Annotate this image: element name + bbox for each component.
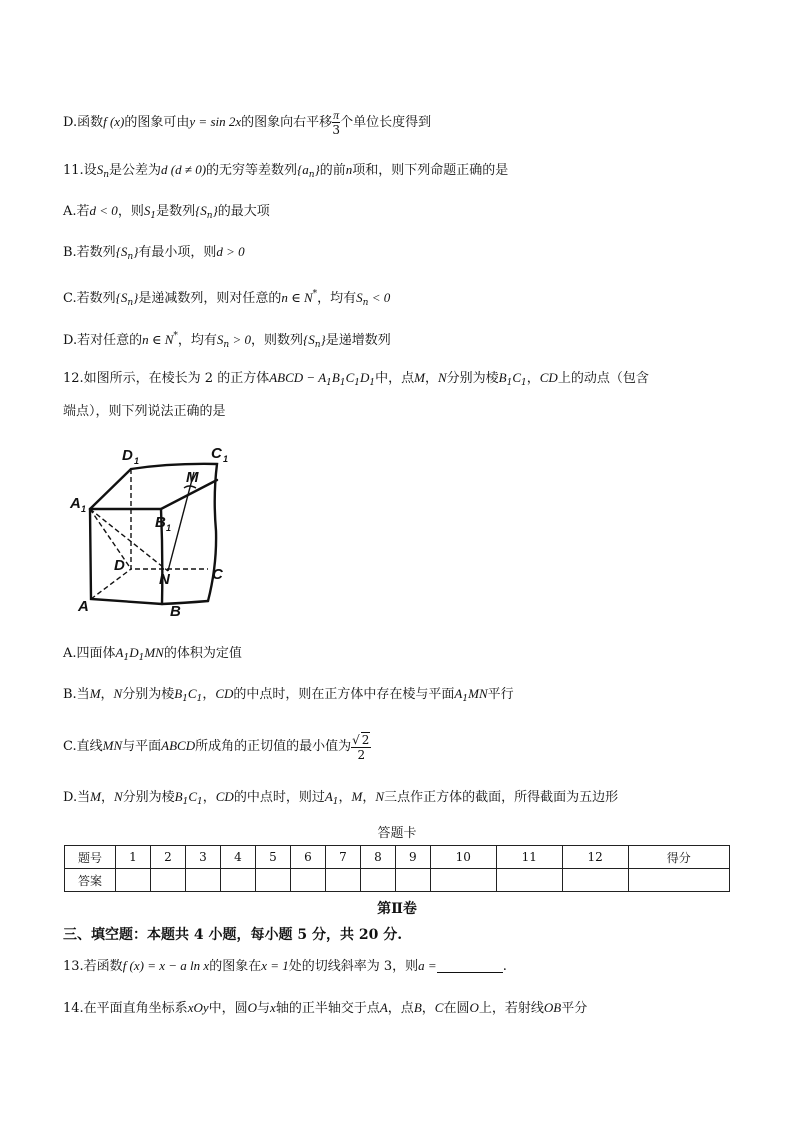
volume-title: 第Ⅱ卷 bbox=[377, 901, 417, 917]
math: C bbox=[345, 370, 355, 385]
q12-stem-line2: 端点），则下列说法正确的是 bbox=[63, 404, 226, 419]
math: S bbox=[143, 203, 151, 218]
text: ，点 bbox=[387, 1001, 414, 1016]
math: M bbox=[351, 789, 363, 804]
math: < 0 bbox=[368, 290, 391, 305]
subscript: n bbox=[127, 298, 134, 308]
q12-option-d bbox=[63, 787, 618, 812]
math: MN bbox=[102, 738, 123, 753]
sqrt-radicand: 2 bbox=[361, 732, 370, 747]
subscript: 1 bbox=[462, 694, 469, 704]
text: 14.在平面直角坐标系 bbox=[63, 1001, 188, 1016]
text: D.若对任意的 bbox=[63, 333, 143, 348]
math: d > 0 bbox=[216, 244, 245, 259]
answer-cell[interactable] bbox=[185, 869, 220, 892]
math: ABCD − A bbox=[269, 370, 327, 385]
q12-option-c bbox=[63, 728, 371, 765]
frac-num: √ 2 bbox=[352, 732, 370, 747]
math: CD bbox=[539, 370, 558, 385]
text: 是公差为 bbox=[108, 163, 161, 178]
math: y = sin 2x bbox=[189, 114, 242, 129]
text: A.若 bbox=[63, 204, 90, 219]
text: 项和，则下列命题正确的是 bbox=[352, 163, 509, 178]
q10-option-d bbox=[63, 108, 431, 137]
question-number: 3 bbox=[185, 846, 220, 869]
text: ， bbox=[202, 687, 216, 702]
answer-cell[interactable] bbox=[395, 869, 430, 892]
text: D.函数 bbox=[63, 115, 104, 130]
frac-num: π bbox=[333, 108, 340, 122]
text: 三点作正方体的截面，所得截面为五边形 bbox=[384, 790, 619, 805]
text: 的中点时，则在正方体中存在棱与平面 bbox=[233, 687, 455, 702]
math: C bbox=[434, 1000, 444, 1015]
text: 上的动点（包含 bbox=[557, 371, 649, 386]
text: 的图象向右平移 bbox=[241, 115, 333, 130]
label-b1: B bbox=[155, 514, 166, 531]
label-sub: 1 bbox=[166, 523, 172, 533]
math: N bbox=[437, 370, 447, 385]
segment-a1d bbox=[90, 509, 131, 569]
text: ， bbox=[421, 1001, 435, 1016]
question-number: 9 bbox=[395, 846, 430, 869]
math: A bbox=[324, 789, 333, 804]
label-sub: 1 bbox=[223, 454, 229, 464]
math: } bbox=[314, 162, 320, 177]
fraction-pi-over-3 bbox=[332, 108, 340, 137]
subscript: 1 bbox=[196, 694, 203, 704]
text: 13.若函数 bbox=[63, 959, 123, 974]
subscript: 1 bbox=[182, 797, 189, 807]
table-row bbox=[65, 846, 730, 869]
text: 所成角的正切值的最小值为 bbox=[195, 739, 352, 754]
math: B bbox=[498, 370, 507, 385]
text: 个单位长度得到 bbox=[340, 115, 432, 130]
math: d (d ≠ 0) bbox=[161, 162, 207, 177]
math: A bbox=[454, 686, 463, 701]
text: 中，点 bbox=[375, 371, 415, 386]
question-number: 12 bbox=[562, 846, 628, 869]
text: B.若数列 bbox=[63, 245, 116, 260]
math: S bbox=[216, 332, 224, 347]
answer-cell[interactable] bbox=[220, 869, 255, 892]
q12-stem-line1 bbox=[63, 368, 649, 393]
superscript: * bbox=[173, 331, 178, 341]
text: 的最大项 bbox=[217, 204, 270, 219]
math: M bbox=[414, 370, 425, 385]
section-heading: 三、填空题：本题共 4 小题，每小题 5 分，共 20 分. bbox=[63, 927, 403, 943]
label-a: A bbox=[78, 598, 89, 615]
answer-cell[interactable] bbox=[116, 869, 151, 892]
math: MN bbox=[468, 686, 488, 701]
text: ，均有 bbox=[317, 291, 357, 306]
text: A.四面体 bbox=[63, 646, 116, 661]
subscript: 1 bbox=[354, 378, 360, 388]
math: S bbox=[96, 162, 104, 177]
text: ， bbox=[526, 371, 540, 386]
text: 平分 bbox=[561, 1001, 588, 1016]
math: f (x) = x − a ln x bbox=[122, 958, 210, 973]
answer-cell[interactable] bbox=[562, 869, 628, 892]
math: D bbox=[129, 645, 139, 660]
row-head-number: 题号 bbox=[65, 846, 116, 869]
text: 的中点时，则过 bbox=[233, 790, 325, 805]
label-b: B bbox=[170, 603, 181, 620]
subscript: 1 bbox=[182, 694, 188, 704]
text: 平行 bbox=[487, 687, 514, 702]
label-d: D bbox=[114, 557, 125, 574]
question-number: 5 bbox=[255, 846, 290, 869]
math: xOy bbox=[187, 1000, 209, 1015]
math: A bbox=[115, 645, 124, 660]
math: C bbox=[188, 789, 197, 804]
subscript: n bbox=[127, 252, 134, 262]
q13 bbox=[63, 956, 507, 977]
answer-cell[interactable] bbox=[150, 869, 185, 892]
math: {S bbox=[195, 203, 207, 218]
text: C.若数列 bbox=[63, 291, 116, 306]
text: 是递减数列，则对任意的 bbox=[138, 291, 282, 306]
subscript: n bbox=[223, 340, 230, 350]
math: } bbox=[133, 290, 139, 305]
segment-mn bbox=[168, 472, 194, 571]
text: ， bbox=[100, 687, 114, 702]
text: 分别为棱 bbox=[122, 687, 175, 702]
math: d < 0 bbox=[89, 203, 118, 218]
text: 有最小项，则 bbox=[138, 245, 217, 260]
subscript: n bbox=[308, 170, 315, 180]
math: {a bbox=[297, 162, 309, 177]
math: O bbox=[469, 1000, 479, 1015]
math: B bbox=[413, 1000, 422, 1015]
text: ， bbox=[362, 790, 376, 805]
math: C bbox=[512, 370, 522, 385]
math: a = bbox=[418, 958, 437, 973]
q11-option-c bbox=[63, 284, 390, 313]
math: CD bbox=[215, 789, 234, 804]
frac-den: 2 bbox=[357, 747, 366, 762]
answer-blank[interactable] bbox=[437, 958, 503, 973]
frac-den: 3 bbox=[332, 123, 340, 137]
math: B bbox=[331, 370, 340, 385]
text: 的图象可由 bbox=[124, 115, 190, 130]
answer-cell[interactable] bbox=[325, 869, 360, 892]
q12-option-b bbox=[63, 684, 514, 709]
text: ， bbox=[202, 790, 216, 805]
subscript: 1 bbox=[326, 378, 332, 388]
text: . bbox=[502, 959, 507, 974]
answer-cell[interactable] bbox=[360, 869, 395, 892]
math: O bbox=[247, 1000, 258, 1015]
question-number: 11 bbox=[496, 846, 562, 869]
math: M bbox=[90, 789, 101, 804]
q11-option-d bbox=[63, 326, 391, 355]
math: CD bbox=[215, 686, 234, 701]
text: ， bbox=[100, 790, 114, 805]
subscript: n bbox=[362, 298, 369, 308]
text: 的体积为定值 bbox=[163, 646, 242, 661]
math: M bbox=[89, 686, 101, 701]
subscript: 1 bbox=[138, 653, 145, 663]
text: ，则 bbox=[117, 204, 144, 219]
question-number: 4 bbox=[220, 846, 255, 869]
answer-cell[interactable] bbox=[430, 869, 496, 892]
math: D bbox=[359, 370, 370, 385]
text: 是递增数列 bbox=[325, 333, 391, 348]
q14 bbox=[63, 998, 587, 1019]
q11-stem bbox=[63, 160, 508, 185]
subscript: 1 bbox=[197, 797, 203, 807]
label-sub: 1 bbox=[134, 456, 140, 466]
text: 与 bbox=[257, 1001, 271, 1016]
math: OB bbox=[543, 1000, 562, 1015]
math: ABCD bbox=[161, 738, 196, 753]
question-number: 2 bbox=[150, 846, 185, 869]
answer-cell[interactable] bbox=[255, 869, 290, 892]
subscript: 1 bbox=[506, 378, 513, 388]
text: 分别为棱 bbox=[122, 790, 175, 805]
text: 分别为棱 bbox=[446, 371, 499, 386]
answer-table bbox=[64, 845, 730, 892]
label-d1: D bbox=[122, 447, 133, 464]
text: 12.如图所示，在棱长为 2 的正方体 bbox=[63, 371, 270, 386]
label-sub: 1 bbox=[81, 504, 87, 514]
row-head-answer: 答案 bbox=[65, 869, 116, 892]
q11-option-a bbox=[63, 201, 270, 226]
q12-option-a bbox=[63, 643, 242, 668]
text: ，均有 bbox=[177, 333, 217, 348]
text: ， bbox=[338, 790, 352, 805]
subscript: 1 bbox=[332, 797, 339, 807]
question-number: 10 bbox=[430, 846, 496, 869]
text: C.直线 bbox=[63, 739, 103, 754]
subscript: 1 bbox=[369, 378, 376, 388]
text: 与平面 bbox=[122, 739, 162, 754]
math: B bbox=[174, 686, 183, 701]
label-c1: C bbox=[211, 445, 222, 462]
text: 处的切线斜率为 3，则 bbox=[288, 959, 419, 974]
math: A bbox=[379, 1000, 388, 1015]
math: > 0 bbox=[229, 332, 251, 347]
fraction-sqrt2-over-2 bbox=[351, 732, 371, 762]
hidden-edge-ad bbox=[91, 569, 131, 599]
math: B bbox=[174, 789, 183, 804]
math: {S bbox=[303, 332, 315, 347]
text: 的前 bbox=[319, 163, 346, 178]
subscript: n bbox=[103, 170, 109, 180]
question-number: 6 bbox=[290, 846, 325, 869]
score-header: 得分 bbox=[628, 846, 729, 869]
q11-option-b bbox=[63, 242, 245, 267]
subscript: n bbox=[314, 340, 321, 350]
question-number: 8 bbox=[360, 846, 395, 869]
math: N bbox=[375, 789, 385, 804]
text: 是数列 bbox=[156, 204, 196, 219]
math: f (x) bbox=[103, 114, 125, 129]
math: n bbox=[345, 162, 353, 177]
math: N bbox=[113, 686, 123, 701]
text: 上，若射线 bbox=[478, 1001, 544, 1016]
math: } bbox=[320, 332, 326, 347]
text: B.当 bbox=[63, 687, 90, 702]
subscript: 1 bbox=[521, 378, 527, 388]
answer-card-title: 答题卡 bbox=[377, 826, 417, 841]
answer-cell[interactable] bbox=[290, 869, 325, 892]
math: } bbox=[212, 203, 218, 218]
math: x = 1 bbox=[261, 958, 289, 973]
text: 的无穷等差数列 bbox=[206, 163, 298, 178]
superscript: * bbox=[312, 289, 318, 299]
math: x bbox=[270, 1000, 276, 1015]
math: {S bbox=[115, 290, 128, 305]
text: ， bbox=[424, 371, 438, 386]
math: } bbox=[133, 244, 139, 259]
label-m: M bbox=[186, 469, 199, 486]
text: 的图象在 bbox=[209, 959, 262, 974]
text: 轴的正半轴交于点 bbox=[275, 1001, 380, 1016]
subscript: n bbox=[206, 211, 213, 221]
math: S bbox=[356, 290, 363, 305]
text: 11.设 bbox=[63, 163, 97, 178]
question-number: 1 bbox=[116, 846, 151, 869]
math: n ∈ N bbox=[281, 290, 313, 305]
question-number: 7 bbox=[325, 846, 360, 869]
text: 中，圆 bbox=[208, 1001, 248, 1016]
table-row bbox=[65, 869, 730, 892]
subscript: 1 bbox=[150, 211, 157, 221]
math: C bbox=[187, 686, 197, 701]
label-n: N bbox=[159, 571, 170, 588]
text: 在圆 bbox=[443, 1001, 470, 1016]
math: {S bbox=[115, 244, 128, 259]
math: n ∈ N bbox=[142, 332, 174, 347]
label-c: C bbox=[212, 566, 223, 583]
text: D.当 bbox=[63, 790, 91, 805]
answer-cell[interactable] bbox=[496, 869, 562, 892]
text: ，则数列 bbox=[250, 333, 303, 348]
math: MN bbox=[144, 645, 164, 660]
score-cell[interactable] bbox=[628, 869, 729, 892]
subscript: 1 bbox=[123, 653, 130, 663]
cube-figure bbox=[66, 436, 236, 621]
math: N bbox=[113, 789, 123, 804]
subscript: 1 bbox=[339, 378, 346, 388]
label-a1: A bbox=[70, 495, 81, 512]
